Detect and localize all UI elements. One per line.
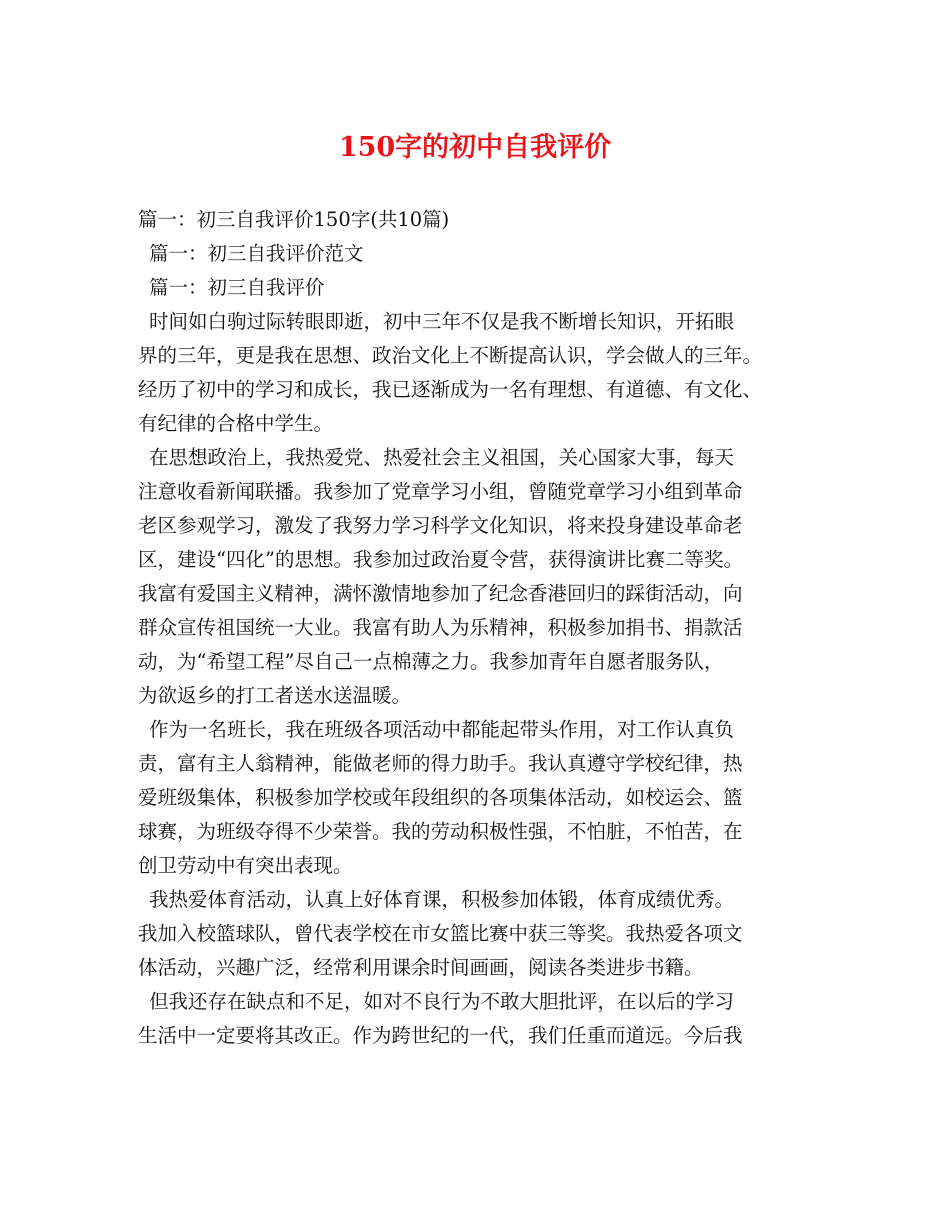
document-body — [138, 203, 828, 1053]
body-line: 体活动，兴趣广泛，经常利用课余时间画画，阅读各类进步书籍。 — [138, 956, 704, 979]
body-line: 界的三年，更是我在思想、政治文化上不断提高认识，学会做人的三年。 — [138, 344, 763, 367]
body-line: 老区参观学习，激发了我努力学习科学文化知识，将来投身建设革命老 — [138, 514, 743, 537]
body-line: 创卫劳动中有突出表现。 — [138, 854, 353, 877]
body-line: 有纪律的合格中学生。 — [138, 412, 334, 435]
document-title: 150字的初中自我评价 — [338, 132, 612, 163]
body-line: 作为一名班长，我在班级各项活动中都能起带头作用，对工作认真负 — [149, 718, 735, 741]
body-line: 我热爱体育活动，认真上好体育课，积极参加体锻，体育成绩优秀。 — [149, 888, 735, 911]
body-line: 为欲返乡的打工者送水送温暖。 — [138, 684, 412, 707]
body-line: 篇一：初三自我评价150字(共10篇) — [138, 208, 450, 231]
body-line: 我加入校篮球队，曾代表学校在市女篮比赛中获三等奖。我热爱各项文 — [138, 922, 743, 945]
body-line: 球赛，为班级夺得不少荣誉。我的劳动积极性强，不怕脏，不怕苦，在 — [138, 820, 743, 843]
body-line: 爱班级集体，积极参加学校或年段组织的各项集体活动，如校运会、篮 — [138, 786, 743, 809]
body-line: 动，为“希望工程”尽自己一点棉薄之力。我参加青年自愿者服务队， — [138, 650, 724, 673]
body-line: 篇一：初三自我评价范文 — [149, 242, 364, 265]
body-line: 经历了初中的学习和成长，我已逐渐成为一名有理想、有道德、有文化、 — [138, 378, 763, 401]
body-line: 篇一：初三自我评价 — [149, 276, 325, 299]
body-line: 时间如白驹过际转眼即逝，初中三年不仅是我不断增长知识，开拓眼 — [149, 310, 735, 333]
body-line: 我富有爱国主义精神，满怀激情地参加了纪念香港回归的踩街活动，向 — [138, 582, 743, 605]
body-line: 生活中一定要将其改正。作为跨世纪的一代，我们任重而道远。今后我 — [138, 1024, 743, 1047]
body-line: 注意收看新闻联播。我参加了党章学习小组，曾随党章学习小组到革命 — [138, 480, 743, 503]
body-line: 但我还存在缺点和不足，如对不良行为不敢大胆批评，在以后的学习 — [149, 990, 735, 1013]
body-line: 区，建设“四化”的思想。我参加过政治夏令营，获得演讲比赛二等奖。 — [138, 548, 743, 571]
body-line: 责，富有主人翁精神，能做老师的得力助手。我认真遵守学校纪律，热 — [138, 752, 743, 775]
body-line: 群众宣传祖国统一大业。我富有助人为乐精神，积极参加捐书、捐款活 — [138, 616, 743, 639]
body-line: 在思想政治上，我热爱党、热爱社会主义祖国，关心国家大事，每天 — [149, 446, 735, 469]
